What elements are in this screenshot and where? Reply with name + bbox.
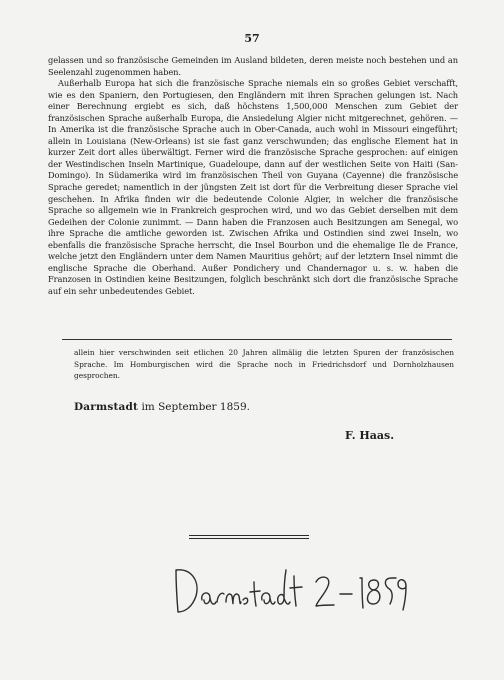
footnote: allein hier verschwinden seit etlichen 20 Jahren allmälig die letzten Spuren der französischen Sprache. Im Homburgischen wird die Sprache noch in Friedrichsdorf und Dornholzhausen gesprochen. [74,348,454,380]
author-signature: F. Haas. [345,429,395,442]
paragraph-2: Außerhalb Europa hat sich die französische Sprache niemals ein so großes Gebiet verschafft, wie es den Spaniern, den Portugiesen, den Engländern mit ihren Sprachen gelungen ist. Nach einer Berechnung ergiebt es sich, daß höchstens 1,500,000 Menschen zum Gebiet der französischen Sprache außerhalb Europa, die Ansiedelung Algier nicht mitgerechnet, gehören. — In Amerika ist die französische Sprache auch in Ober-Canada, auch wohl in Missouri eingeführt; allein in Louisiana (New-Orleans) ist sie fast ganz verschwunden; das englische Element hat in kurzer Zeit dort alles überwältigt. Ferner wird die französische Sprache gesprochen: auf einigen der Westindischen Inseln Martinique, Guadeloupe, dann auf der westlichen Seite von Haiti (San-Domingo). In Südamerika wird im französischen Theil von Guyana (Cayenne) die französische Sprache geredet; namentlich in der jüngsten Zeit ist dort für die Verbreitung dieser Sprache viel geschehen. In Afrika finden wir die bedeutende Colonie Algier, in welcher die französische Sprache so allgemein wie in Frankreich gesprochen wird, und wo das Gebiet derselben mit dem Gedeihen der Colonie zunimmt. — Dann haben die Franzosen auch Besitzungen am Senegal, wo ihre Sprache die amtliche geworden ist. Zwischen Afrika und Ostindien sind zwei Inseln, wo ebenfalls die französische Sprache herrscht, die Insel Bourbon und die ehemalige Ile de France, welche jetzt den Engländern unter dem Namen Mauritius gehört; auf der letztern Insel nimmt die englische Sprache die Oberhand. Außer Pondichery und Chandernagor u. s. w. haben die Franzosen in Ostindien keine Besitzungen, folglich beschränkt sich dort die französische Sprache auf ein sehr unbedeutendes Gebiet. [48,78,458,296]
footnote-divider [62,339,452,340]
page-number: 57 [244,32,260,45]
handwritten-annotation [170,560,410,624]
dateline-date: im September 1859. [138,401,250,413]
dateline [74,401,250,413]
body-text [48,55,458,297]
paragraph-1: gelassen und so französische Gemeinden im Ausland bildeten, deren meiste noch bestehen und an Seelenzahl zugenommen haben. [48,55,458,77]
dateline-place: Darmstadt [74,401,139,413]
closing-rule [189,535,309,536]
